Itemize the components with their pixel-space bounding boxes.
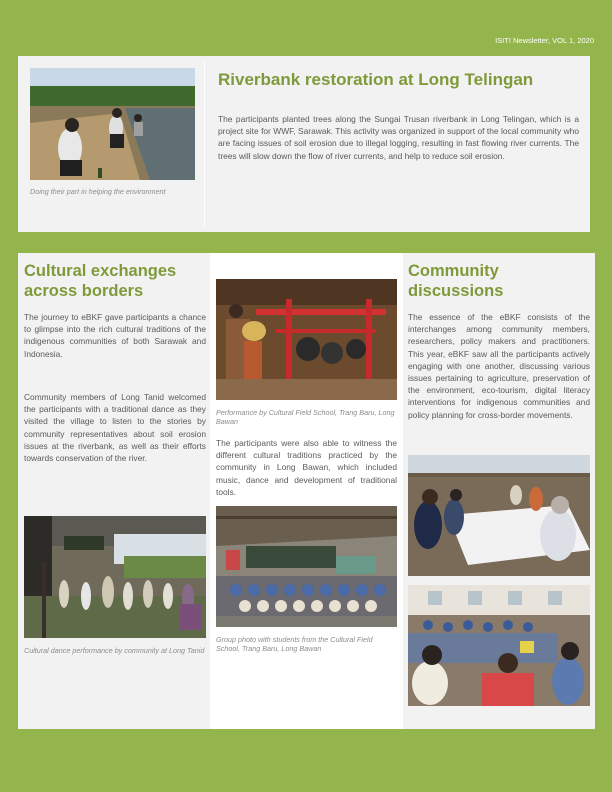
cultural-dance-caption: Cultural dance performance by community at Long Tanid (24, 646, 205, 655)
riverbank-photo-caption: Doing their part in helping the environment (30, 187, 166, 196)
group-photo-caption: Group photo with students from the Cultural Field School, Trang Baru, Long Bawan (216, 635, 373, 654)
riverbank-photo (30, 68, 195, 180)
top-story-title: Riverbank restoration at Long Telingan (218, 70, 534, 89)
cultural-dance-photo (24, 516, 206, 638)
cultural-performance-photo (216, 279, 397, 400)
newsletter-header-label: ISITI Newsletter, VOL 1, 2020 (495, 36, 594, 45)
cultural-section-title: Cultural exchanges across borders (24, 262, 177, 301)
community-para: The essence of the eBKF consists of the interchanges among community members, researchers, policy makers and practitioners. This year, eBKF saw all the participants actively engaging with one another, discussing various issues pertaining to agriculture, preservation of the environment, eco-tourism, digital literacy interventions for indigenous communities and policy planning for cross-border movements. (408, 312, 590, 420)
cultural-para-2: Community members of Long Tanid welcomed the participants with a traditional dance as they visited the village to listen to the stories by community representatives about soil erosion issues at the riverbank, as well as their efforts towards conservation of the river. (24, 392, 206, 463)
community-section-title: Community discussions (408, 262, 504, 301)
group-photo (216, 506, 397, 627)
discussion-photo-1 (408, 455, 590, 576)
cultural-performance-caption: Performance by Cultural Field School, Trang Baru, Long Bawan (216, 408, 395, 427)
discussion-photo-2 (408, 585, 590, 706)
cultural-para-1: The journey to eBKF gave participants a chance to glimpse into the rich cultural traditions of the indigenous communities of both Sarawak and Indonesia. (24, 312, 206, 359)
divider (204, 62, 205, 226)
middle-para: The participants were also able to witness the different cultural traditions practiced by the community in Long Bawan, which included music, dance and development of traditional tools. (216, 438, 397, 497)
top-story-body: The participants planted trees along the Sungai Trusan riverbank in Long Telingan, which is a project site for WWF, Sarawak. This activity was organized in support of the local community who are facing issues of soil erosion due to illegal logging, resulting in fast flowing river currents. The trees will slow down the flow of river currents, and help to reduce soil erosion. (218, 114, 579, 161)
